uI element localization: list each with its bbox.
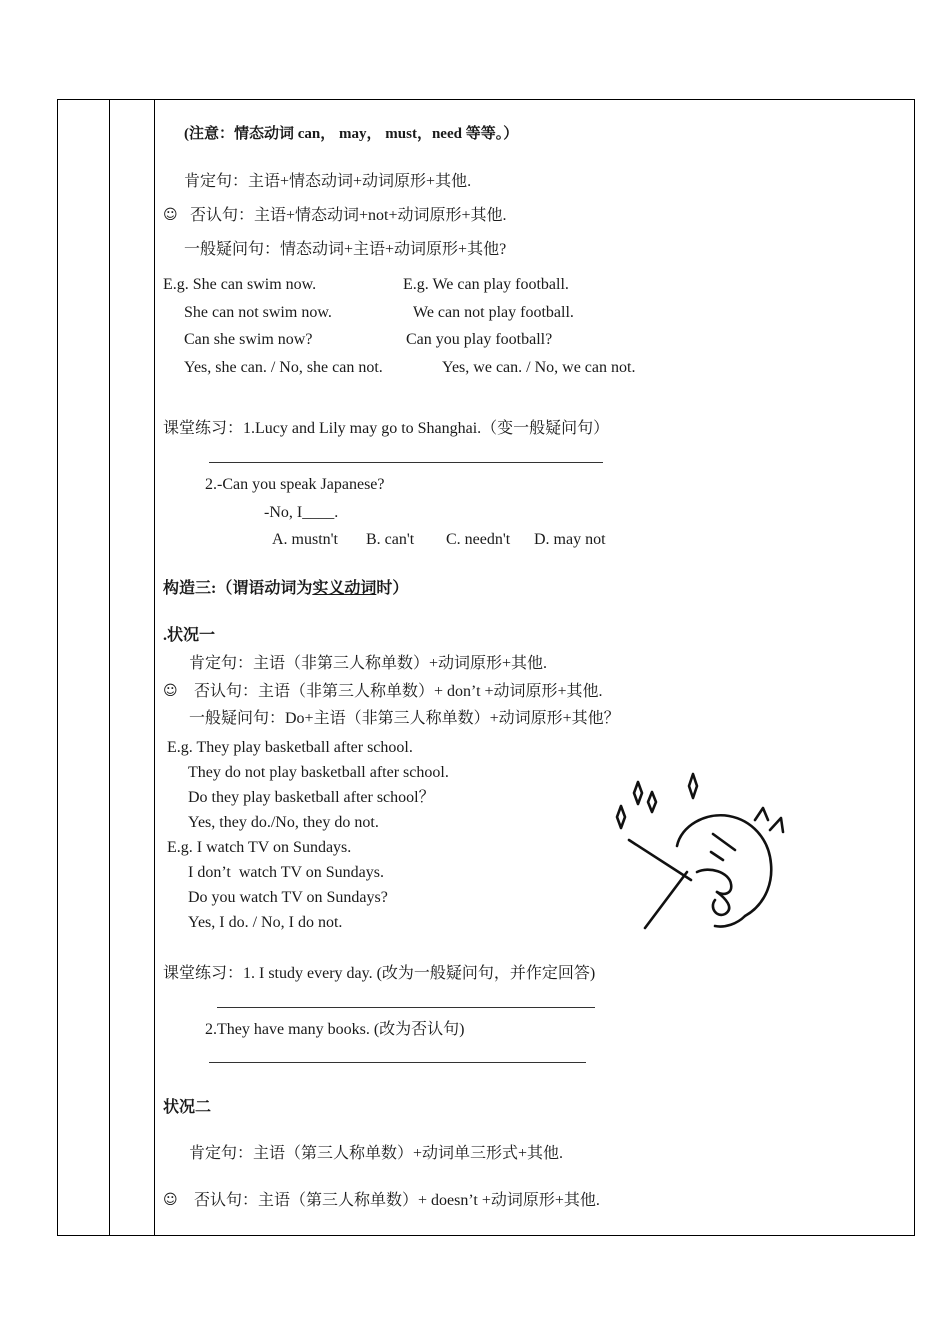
example-line: E.g. She can swim now.	[163, 276, 317, 293]
answer-blank-line[interactable]	[209, 462, 603, 463]
practice-question: 2.-Can you speak Japanese?	[205, 476, 385, 493]
case-title: 状况二	[163, 1099, 212, 1116]
modal-affirmative-rule: 肯定句：主语+情态动词+动词原形+其他.	[184, 173, 472, 190]
case2-affirmative-rule: 肯定句：主语（第三人称单数）+动词单三形式+其他.	[189, 1145, 564, 1162]
option-b[interactable]: B. can't	[366, 531, 415, 548]
example-line: Yes, she can. / No, she can not.	[184, 359, 383, 376]
practice-question: 2.They have many books. (改为否认句)	[205, 1021, 465, 1038]
smile-icon: ☺	[163, 683, 178, 699]
example-line: Yes, I do. / No, I do not.	[188, 914, 343, 931]
bunny-doodle-icon	[605, 768, 805, 933]
case2-negative-rule: 否认句：主语（第三人称单数）+ doesn’t +动词原形+其他.	[194, 1192, 600, 1209]
example-line: We can not play football.	[413, 304, 574, 321]
example-line: E.g. We can play football.	[403, 276, 569, 293]
case1-affirmative-rule: 肯定句：主语（非第三人称单数）+动词原形+其他.	[189, 655, 548, 672]
example-line: Yes, they do./No, they do not.	[188, 814, 379, 831]
modal-note: (注意：情态动词 can， may， must，need 等等。）	[184, 126, 519, 142]
example-line: Can she swim now?	[184, 331, 313, 348]
smile-icon: ☺	[163, 1192, 178, 1208]
example-line: Yes, we can. / No, we can not.	[442, 359, 636, 376]
column-divider	[109, 100, 110, 1235]
example-line: They do not play basketball after school.	[188, 764, 449, 781]
example-line: Do they play basketball after school？	[188, 789, 435, 806]
practice-answer-stem: -No, I____.	[264, 504, 339, 521]
column-divider	[154, 100, 155, 1235]
answer-blank-line[interactable]	[209, 1062, 586, 1063]
example-line: E.g. They play basketball after school.	[167, 739, 413, 756]
case1-negative-rule: 否认句：主语（非第三人称单数）+ don’t +动词原形+其他.	[194, 683, 603, 700]
example-line: Can you play football?	[406, 331, 553, 348]
case-title: .状况一	[163, 627, 216, 644]
practice-label: 课堂练习：1.Lucy and Lily may go to Shanghai.（变一般疑问句）	[163, 420, 610, 437]
answer-blank-line[interactable]	[217, 1007, 595, 1008]
option-d[interactable]: D. may not	[534, 531, 606, 548]
section-heading: 构造三:（谓语动词为实义动词时）	[163, 580, 409, 597]
modal-question-rule: 一般疑问句：情态动词+主语+动词原形+其他?	[184, 241, 507, 258]
practice-label: 课堂练习：1. I study every day. (改为一般疑问句，并作定回答)	[163, 965, 596, 982]
option-a[interactable]: A. mustn't	[272, 531, 338, 548]
example-line: E.g. I watch TV on Sundays.	[167, 839, 352, 856]
option-c[interactable]: C. needn't	[446, 531, 511, 548]
modal-negative-rule: 否认句：主语+情态动词+not+动词原形+其他.	[190, 207, 507, 224]
example-line: Do you watch TV on Sundays?	[188, 889, 388, 906]
example-line: She can not swim now.	[184, 304, 332, 321]
example-line: I don’t watch TV on Sundays.	[188, 864, 384, 881]
case1-question-rule: 一般疑问句：Do+主语（非第三人称单数）+动词原形+其他？	[189, 710, 620, 727]
smile-icon: ☺	[163, 207, 178, 223]
